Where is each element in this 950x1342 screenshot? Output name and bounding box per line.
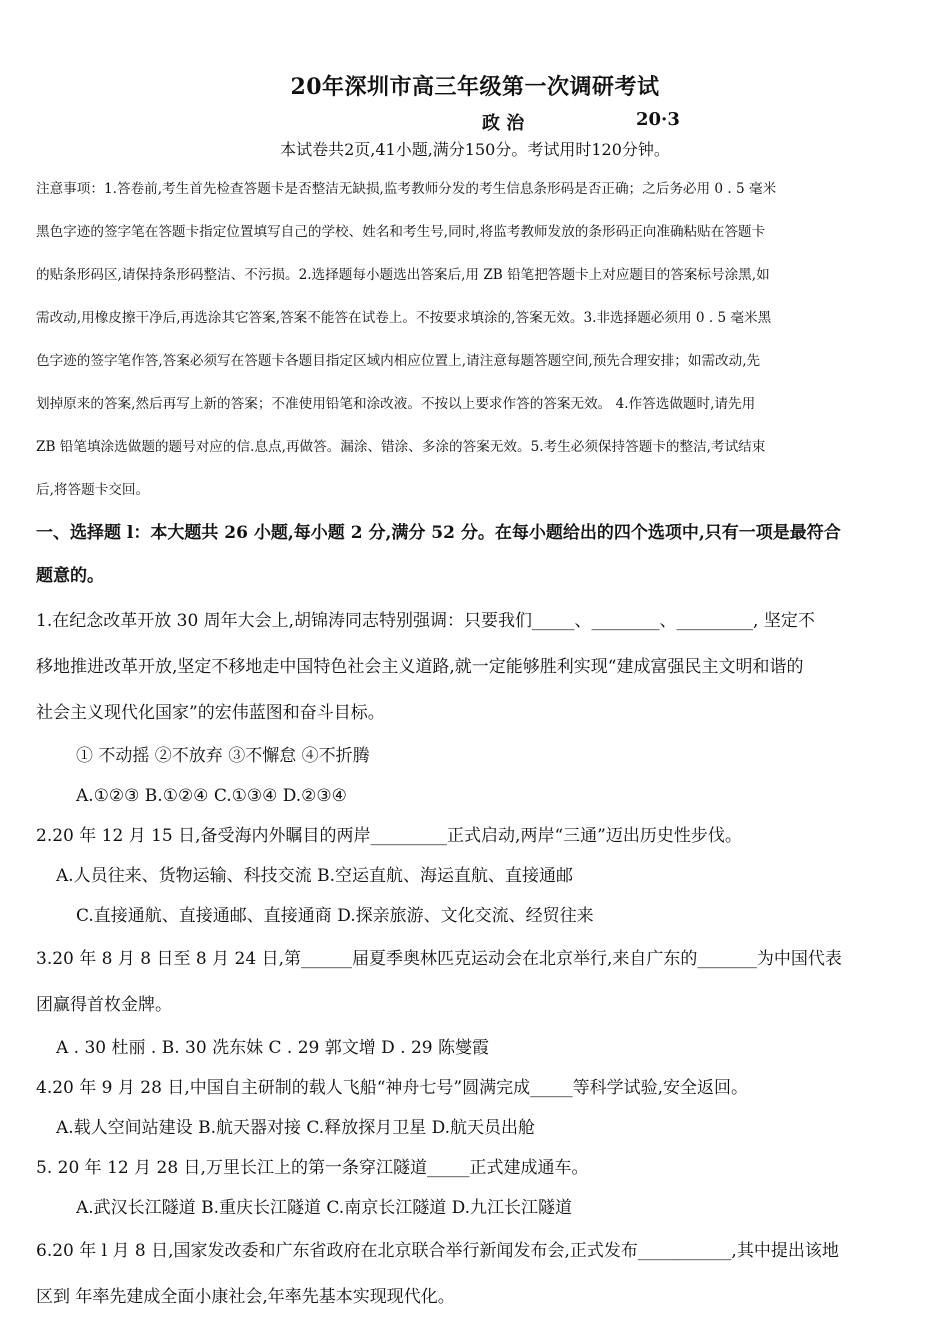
question-2: [36, 816, 914, 936]
page-title: 20年深圳市高三年级第一次调研考试: [290, 74, 660, 100]
question-text: 区到 年率先建成全面小康社会,年率先基本实现现代化。: [36, 1287, 455, 1307]
question-options: A.人员往来、货物运输、科技交流 B.空运直航、海运直航、直接通邮: [56, 866, 573, 886]
notes-line: 需改动,用橡皮擦干净后,再选涂其它答案,答案不能答在试卷上。不按要求填涂的,答案无效。3.非选择题必须用 0 . 5 毫米黑: [36, 310, 772, 326]
question-options: A.武汉长江隧道 B.重庆长江隧道 C.南京长江隧道 D.九江长江隧道: [76, 1198, 573, 1218]
notes-line: 黑色字迹的签字笔在答题卡指定位置填写自己的学校、姓名和考生号,同时,将监考教师发放的条形码正向准确粘贴在答题卡: [36, 224, 766, 240]
section-heading: [36, 512, 914, 598]
notes-block: [36, 168, 914, 512]
question-text: 社会主义现代化国家”的宏伟蓝图和奋斗目标。: [36, 703, 385, 723]
question-6: [36, 1228, 914, 1320]
section-heading-line: 题意的。: [36, 566, 104, 586]
question-4: [36, 1068, 914, 1148]
question-text: 团赢得首枚金牌。: [36, 995, 172, 1015]
question-options: A.①②③ B.①②④ C.①③④ D.②③④: [76, 786, 347, 806]
question-options: C.直接通航、直接通邮、直接通商 D.探亲旅游、文化交流、经贸往来: [76, 906, 594, 926]
notes-line: 的贴条形码区,请保持条形码整洁、不污损。2.选择题每小题选出答案后,用 ZB 铅笔把答题卡上对应题目的答案标号涂黑,如: [36, 267, 770, 283]
question-text: 5. 20 年 12 月 28 日,万里长江上的第一条穿江隧道_____正式建成通车。: [36, 1158, 589, 1178]
question-5: [36, 1148, 914, 1228]
section-heading-line: 一、选择题 l：本大题共 26 小题,每小题 2 分,满分 52 分。在每小题给出的四个选项中,只有一项是最符合: [36, 523, 841, 543]
notes-line: 后,将答题卡交回。: [36, 482, 150, 498]
question-text: 6.20 年 l 月 8 日,国家发改委和广东省政府在北京联合举行新闻发布会,正式发布___________,其中提出该地: [36, 1241, 839, 1261]
question-text: 移地推进改革开放,坚定不移地走中国特色社会主义道路,就一定能够胜利实现“建成富强民主文明和谐的: [36, 657, 804, 677]
subject-label: 政 治: [482, 113, 525, 134]
question-options: A.载人空间站建设 B.航天器对接 C.释放探月卫星 D.航天员出舱: [56, 1118, 536, 1138]
question-1: [36, 598, 914, 816]
question-text: 4.20 年 9 月 28 日,中国自主研制的载人飞船“神舟七号”圆满完成_____等科学试验,安全返回。: [36, 1078, 749, 1098]
subject-line: [36, 109, 914, 133]
question-text: 3.20 年 8 月 8 日至 8 月 24 日,第______届夏季奥林匹克运动会在北京举行,来自广东的_______为中国代表: [36, 949, 842, 969]
notes-line: 注意事项：1.答卷前,考生首先检查答题卡是否整洁无缺损,监考教师分发的考生信息条形码是否正确；之后务必用 0 . 5 毫米: [36, 181, 777, 197]
question-text: 2.20 年 12 月 15 日,备受海内外瞩目的两岸_________正式启动,两岸“三通”迈出历史性步伐。: [36, 826, 742, 846]
notes-line: ZB 铅笔填涂选做题的题号对应的信.息点,再做答。漏涂、错涂、多涂的答案无效。5.考生必须保持答题卡的整洁,考试结束: [36, 439, 766, 455]
exam-code: 20·3: [636, 109, 680, 130]
notes-line: 划掉原来的答案,然后再写上新的答案；不准使用铅笔和涂改液。不按以上要求作答的答案无效。 4.作答选做题时,请先用: [36, 396, 756, 412]
notes-line: 色字迹的签字笔作答,答案必须写在答题卡各题目指定区域内相应位置上,请注意每题答题空间,预先合理安排；如需改动,先: [36, 353, 761, 369]
question-options: A . 30 杜丽 . B. 30 冼东妹 C . 29 郭文增 D . 29 陈燮霞: [56, 1038, 490, 1058]
question-3: [36, 936, 914, 1068]
question-text: 1.在纪念改革开放 30 周年大会上,胡锦涛同志特别强调：只要我们_____、________、_________, 坚定不: [36, 611, 815, 631]
question-items: ① 不动摇 ②不放弃 ③不懈怠 ④不折腾: [76, 746, 370, 766]
exam-intro: 本试卷共2页,41小题,满分150分。考试用时120分钟。: [280, 140, 670, 159]
